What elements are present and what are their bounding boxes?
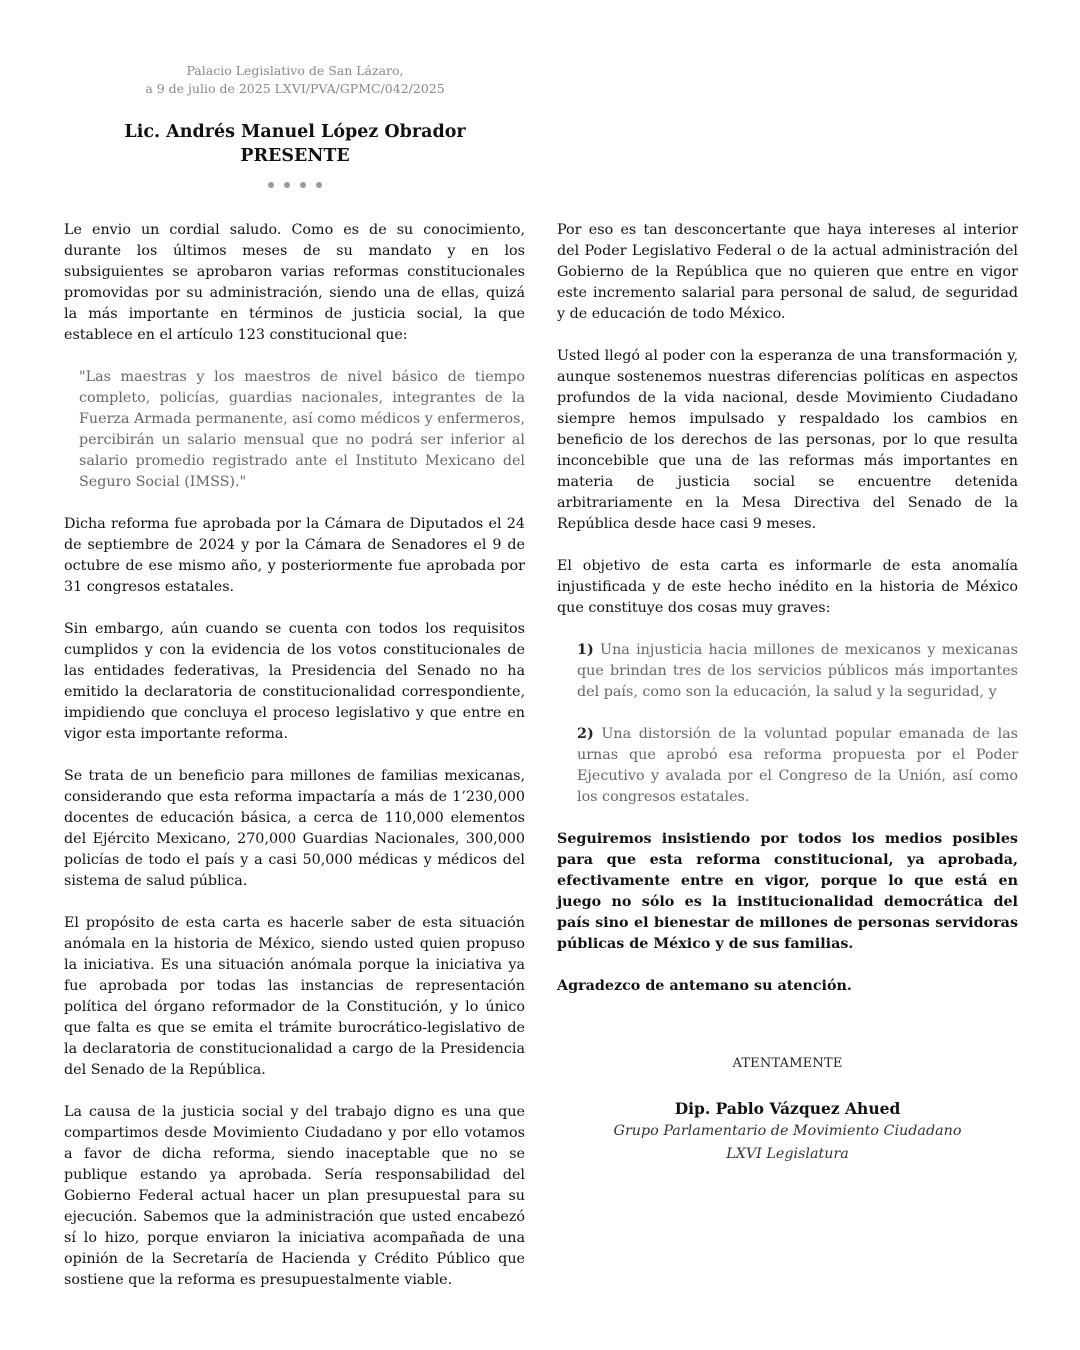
list-item-text: Una injusticia hacia millones de mexicanos y mexicanas que brindan tres de los servicios públicos más importantes del país, como son la educación, la salud y la seguridad, y xyxy=(577,642,1018,700)
recipient-block xyxy=(60,120,530,168)
signer-group: Grupo Parlamentario de Movimiento Ciudadano xyxy=(613,1123,962,1139)
paragraph-beneficiaries: Se trata de un beneficio para millones de familias mexicanas, considerando que esta reforma impactaría a más de 1’230,000 docentes de educación básica, a cerca de 110,000 elementos del Ejército Mexicano, 270,000 Guardias Nacionales, 300,000 policías de todo el país y a casi 50,000 médicas y médicos del sistema de salud pública. xyxy=(64,768,525,889)
recipient-name: Lic. Andrés Manuel López Obrador xyxy=(124,122,466,142)
paragraph-approval: Dicha reforma fue aprobada por la Cámara de Diputados el 24 de septiembre de 2024 y por la Cámara de Senadores el 9 de octubre de ese mismo año, y posteriormente fue aprobada por 31 congresos estatales. xyxy=(64,516,525,595)
list-item-number: 2) xyxy=(577,726,594,742)
separator-dots xyxy=(60,182,530,188)
paragraph-purpose: El propósito de esta carta es hacerle saber de esta situación anómala en la historia de México, siendo usted quien propuso la iniciativa. Es una situación anómala porque la iniciativa ya fue aprobada por todas las instancias de representación política del órgano reformador de la Constitución, y lo único que falta es que se emita el trámite burocrático-legislativo de la declaratoria de constitucionalidad a cargo de la Presidencia del Senado de la República. xyxy=(64,915,525,1078)
paragraph-transformation: Usted llegó al poder con la esperanza de una transformación y, aunque sostenemos nuestras diferencias políticas en aspectos profundos de la vida nacional, desde Movimiento Ciudadano siempre hemos impulsado y respaldado los cambios en beneficio de los derechos de las personas, por lo que resulta inconcebible que una de las reformas más importantes en materia de justicia social se encuentre detenida arbitrariamente en la Mesa Directiva del Senado de la República desde hace casi 9 meses. xyxy=(557,348,1018,532)
article-123-quote: "Las maestras y los maestros de nivel básico de tiempo completo, policías, guardias nacionales, integrantes de la Fuerza Armada permanente, así como médicos y enfermeros, percibirán un salario mensual que no podrá ser inferior al salario promedio registrado ante el Instituto Mexicano del Seguro Social (IMSS)." xyxy=(79,369,525,490)
letter-header xyxy=(60,62,530,188)
list-item xyxy=(577,724,1018,808)
paragraph-greeting: Le envio un cordial saludo. Como es de su conocimiento, durante los últimos meses de su mandato y en los subsiguientes se aprobaron varias reformas constitucionales promovidas por su administración, siendo una de ellas, quizá la más importante en términos de justicia social, la que establece en el artículo 123 constitucional que: xyxy=(64,222,525,343)
separator-dot-icon xyxy=(268,182,274,188)
list-item-number: 1) xyxy=(577,642,594,658)
paragraph-thanks: Agradezco de antemano su atención. xyxy=(557,978,852,994)
signature-block xyxy=(557,1054,1018,1166)
signer-name: Dip. Pablo Vázquez Ahued xyxy=(674,1099,901,1118)
place-line-1: Palacio Legislativo de San Lázaro, xyxy=(186,63,404,78)
body-left-column xyxy=(64,220,525,1312)
paragraph-interests: Por eso es tan desconcertante que haya intereses al interior del Poder Legislativo Federal o de la actual administración del Gobierno de la República que no quieren que entre en vigor este incremento salarial para personal de salud, de seguridad y de educación de todo México. xyxy=(557,222,1018,322)
paragraph-insistence: Seguiremos insistiendo por todos los medios posibles para que esta reforma constitucional, ya aprobada, efectivamente entre en vigor, porque lo que está en juego no sólo es la institucionalidad democrática del país sino el bienestar de millones de personas servidoras públicas de México y de sus familias. xyxy=(557,831,1018,952)
paragraph-senate-delay: Sin embargo, aún cuando se cuenta con todos los requisitos cumplidos y con la evidencia de los votos constitucionales de las entidades federativas, la Presidencia del Senado no ha emitido la declaratoria de constitucionalidad correspondiente, impidiendo que concluya el proceso legislativo y que entre en vigor esta importante reforma. xyxy=(64,621,525,742)
paragraph-objective: El objetivo de esta carta es informarle de esta anomalía injustificada y de este hecho inédito en la historia de México que constituye dos cosas muy graves: xyxy=(557,558,1018,616)
paragraph-social-justice: La causa de la justicia social y del trabajo digno es una que compartimos desde Movimiento Ciudadano y por ello votamos a favor de dicha reforma, siendo inaceptable que no se publique estando ya aprobada. Sería responsabilidad del Gobierno Federal actual hacer un plan presupuestal para su ejecución. Sabemos que la administración que usted encabezó sí lo hizo, porque enviaron la iniciativa acompañada de una opinión de la Secretaría de Hacienda y Crédito Público que sostiene que la reforma es presupuestalmente viable. xyxy=(64,1104,525,1288)
sign-off: ATENTAMENTE xyxy=(732,1056,843,1071)
list-item-text: Una distorsión de la voluntad popular emanada de las urnas que aprobó esa reforma propuesta por el Poder Ejecutivo y avalada por el Congreso de la Unión, así como los congresos estatales. xyxy=(577,726,1018,805)
signer-legislature: LXVI Legislatura xyxy=(726,1146,849,1162)
recipient-salute: PRESENTE xyxy=(240,146,350,166)
place-date-reference: a 9 de julio de 2025 LXVI/PVA/GPMC/042/2025 xyxy=(145,81,445,96)
body-right-column xyxy=(557,220,1018,1018)
separator-dot-icon xyxy=(316,182,322,188)
separator-dot-icon xyxy=(300,182,306,188)
list-item xyxy=(577,640,1018,703)
separator-dot-icon xyxy=(284,182,290,188)
